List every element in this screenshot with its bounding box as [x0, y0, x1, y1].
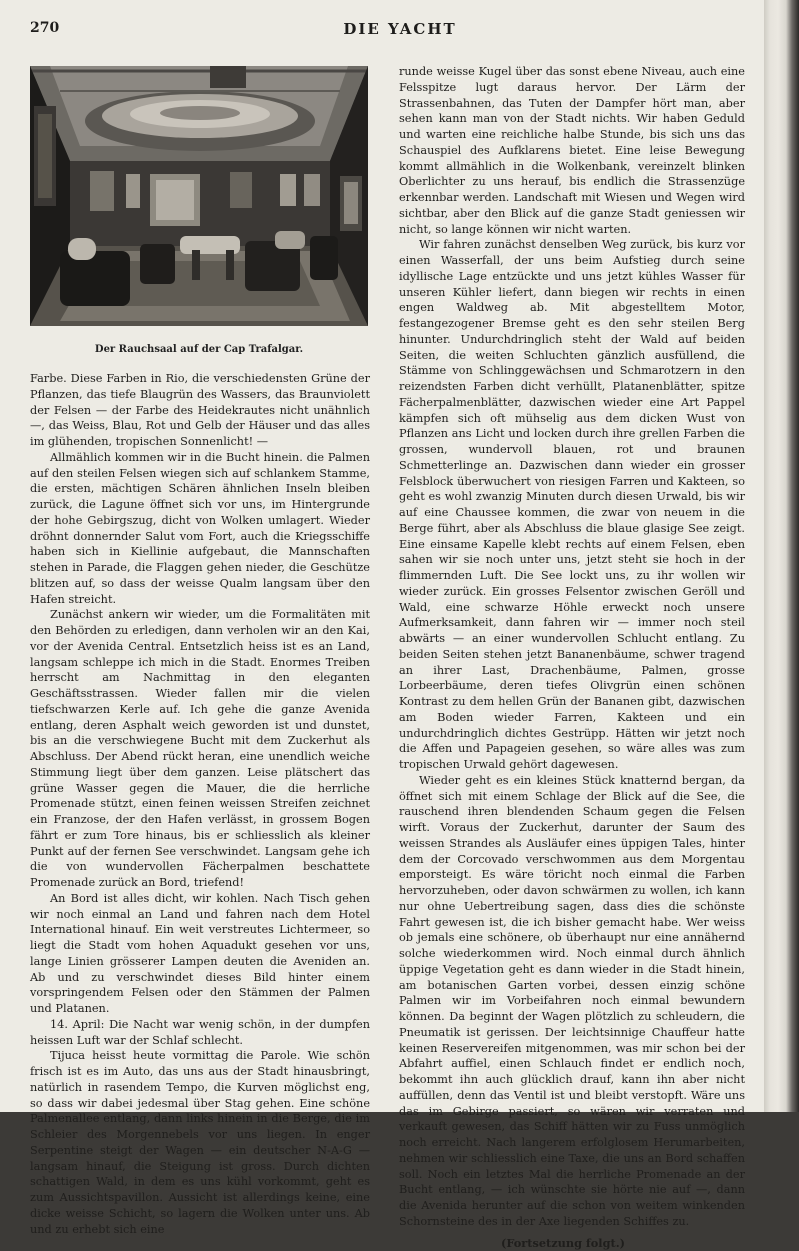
paragraph: Allmählich kommen wir in die Bucht hinein. die Palmen auf den steilen Felsen wiegen sich auf schlankem Stamme, die ersten, mächtigen Schären ähnlichen Inseln bleiben zurück, die Lagune öffnet sich vor uns, im Hintergrunde der hohe Gebirgszug, dicht von Wolken umlagert. Wieder dröhnt donnernder Salut vom Fort, auch die Kriegsschiffe haben sich in Kiellinie aufgebaut, die Mannschaften stehen in Parade, die Flaggen gehen nieder, die Geschütze blitzen auf, so dass der weisse Qualm langsam über den Hafen streicht. [30, 450, 370, 608]
figure-caption: Der Rauchsaal auf der Cap Trafalgar. [30, 344, 368, 355]
paragraph: Zunächst ankern wir wieder, um die Formalitäten mit den Behörden zu erledigen, dann verholen wir an den Kai, vor der Avenida Central. Entsetzlich heiss ist es an Land, langsam schleppe ich mich in die Stadt. Enormes Treiben herrscht am Nachmittag in den eleganten Geschäftsstrassen. Wieder fallen mir die vielen tiefschwarzen Kerle auf. Ich gehe die ganze Avenida entlang, deren Asphalt weich geworden ist und dunstet, bis an die verschwiegene Bucht mit dem Zuckerhut als Abschluss. Der Abend rückt heran, eine unendlich weiche Stimmung liegt über dem ganzen. Leise plätschert das grüne Wasser gegen die Mauer, die die herrliche Promenade stützt, einen feinen weissen Streifen zeichnet ein Franzose, der den Hafen verlässt, in grossem Bogen fährt er zum Tore hinaus, bis er schliesslich als kleiner Punkt auf der fernen See verschwindet. Langsam gehe ich die von wundervollen Fächerpalmen beschattete Promenade zurück an Bord, triefend! [30, 607, 370, 891]
page-number: 270 [30, 20, 59, 36]
paragraph: Farbe. Diese Farben in Rio, die verschiedensten Grüne der Pflanzen, das tiefe Blaugrün des Wassers, das Braunviolett der Felsen — der Farbe des Heidekrautes nicht unähnlich —, das Weiss, Blau, Rot und Gelb der Häuser und das alles im glühenden, tropischen Sonnenlicht! — [30, 371, 370, 450]
page-edge [764, 0, 799, 1112]
paragraph: Wir fahren zunächst denselben Weg zurück, bis kurz vor einen Wasserfall, der uns beim Aufstieg durch seine idyllische Lage entzückte und uns jetzt kühles Wasser für unseren Kühler liefert, dann biegen wir rechts in einen engen Waldweg ab. Mit abgestelltem Motor, festangezogener Bremse geht es den sehr steilen Berg hinunter. Undurchdringlich steht der Wald auf beiden Seiten, die weiten Schluchten gänzlich ausfüllend, die Stämme von Schlinggewächsen und Schmarotzern in den reizendsten Farben dicht verhüllt, Platanenblätter, spitze Fächerpalmenblätter, dazwischen wieder eine Art Pappel kämpfen sich oft mühselig aus dem dicken Wust von Pflanzen ans Licht und locken durch ihre grellen Farben die grossen, wundervoll blauen, rot und braunen Schmetterlinge an. Dazwischen dann wieder ein grosser Felsblock überwuchert von riesigen Farren und Kakteen, so geht es wohl zwanzig Minuten durch diesen Urwald, bis wir auf eine Chaussee kommen, die zwar von neuem in die Berge führt, aber als Abschluss die blaue glasige See zeigt. Eine einsame Kapelle klebt rechts auf einem Felsen, eben sahen wir sie noch unter uns, jetzt steht sie hoch in der flimmernden Luft. Die See lockt uns, zu ihr wollen wir wieder zurück. Ein grosses Felsentor zwischen Geröll und Wald, eine schwarze Höhle erweckt noch unsere Aufmerksamkeit, dann fahren wir — immer noch steil abwärts — an einer wundervollen Schlucht entlang. Zu beiden Seiten stehen jetzt Bananenbäume, schwer tragend an ihrer Last, Drachenbäume, Palmen, grosse Lorbeerbäume, deren tiefes Olivgrün einen schönen Kontrast zu dem hellen Grün der Bananen gibt, dazwischen am Boden wieder Farren, Kakteen und ein undurchdringlich dichtes Gestrüpp. Hätten wir jetzt noch die Affen und Papageien gesehen, so wäre alles was zum tropischen Urwald gehört dagewesen. [399, 237, 745, 773]
paragraph: runde weisse Kugel über das sonst ebene Niveau, auch eine Felsspitze lugt daraus hervor. Der Lärm der Strassenbahnen, das Tuten der Dampfer hört man, aber sehen kann man von der Stadt nichts. Wir haben Geduld und warten eine reichliche halbe Stunde, bis sich uns das Schauspiel des Aufklarens bietet. Eine leise Bewegung kommt allmählich in die Wolkenbank, vereinzelt blinken Oberlichter zu uns herauf, bis endlich die Strassenzüge erkennbar werden. Landschaft mit Wiesen und Wegen wird sichtbar, aber den Blick auf die ganze Stadt geniessen wir nicht, so lange können wir nicht warten. [399, 64, 745, 237]
smoking-room-photo [30, 66, 368, 326]
left-column [30, 371, 370, 1237]
continuation-note: (Fortsetzung folgt.) [399, 1236, 745, 1251]
paragraph: An Bord ist alles dicht, wir kohlen. Nach Tisch gehen wir noch einmal an Land und fahren nach dem Hotel International hinauf. Ein weit verstreutes Lichtermeer, so liegt die Stadt vom hohen Aquadukt gesehen vor uns, lange Linien grösserer Lampen deuten die Aveniden an. Ab und zu verschwindet dieses Bild hinter einem vorspringendem Felsen oder den Stämmen der Palmen und Platanen. [30, 891, 370, 1017]
right-column [399, 64, 745, 1251]
paragraph: 14. April: Die Nacht war wenig schön, in der dumpfen heissen Luft war der Schlaf schlecht. [30, 1017, 370, 1049]
paragraph: Tijuca heisst heute vormittag die Parole. Wie schön frisch ist es im Auto, das uns aus der Stadt hinausbringt, natürlich in rasendem Tempo, die Kurven möglichst eng, so dass wir dabei jedesmal über Stag gehen. Eine schöne Palmenallee entlang, dann links hinein in die Berge, die im Schleier des Morgennebels vor uns liegen. In enger Serpentine steigt der Wagen — ein deutscher N-A-G — langsam hinauf, die Steigung ist gross. Durch dichten schattigen Wald, in dem es uns kühl vorkommt, geht es zum Aussichtspavillon. Aussicht ist allerdings keine, eine dicke weisse Schicht, so lagern die Wolken unter uns. Ab und zu erhebt sich eine [30, 1048, 370, 1237]
paragraph: Wieder geht es ein kleines Stück knatternd bergan, da öffnet sich mit einem Schlage der Blick auf die See, die rauschend ihren blendenden Schaum gegen die Felsen wirft. Voraus der Zuckerhut, darunter der Saum des weissen Strandes als Ausläufer eines üppigen Tales, hinter dem der Corcovado verschwommen aus dem Morgentau emporsteigt. Es wäre töricht noch einmal die Farben hervorzuheben, oder davon schwärmen zu wollen, ich kann nur ohne Uebertreibung sagen, dass dies die schönste Fahrt gewesen ist, die ich bisher gemacht habe. Wer weiss ob jemals eine schönere, ob überhaupt nur eine annähernd solche wiederkommen wird. Noch einmal durch ähnlich üppige Vegetation geht es dann wieder in die Stadt hinein, am botanischen Garten vorbei, dessen einzig schöne Palmen wir im Vorbeifahren noch einmal bewundern können. Da beginnt der Wagen plötzlich zu schleudern, die Pneumatik ist gerissen. Der leichtsinnige Chauffeur hatte keinen Reservereifen mitgenommen, was mir schon bei der Abfahrt auffiel, einen Schlauch findet er endlich noch, bekommt ihn auch glücklich drauf, kann ihn aber nicht auffüllen, denn das Ventil ist und bleibt verstopft. Wäre uns das im Gebirge passiert, so wären wir verraten und verkauft gewesen, das Schiff hätten wir zu Fuss unmöglich noch erreicht. Nach langerem erfolglosem Herumarbeiten, nehmen wir schliesslich eine Taxe, die uns an Bord schaffen soll. Noch ein letztes Mal die herrliche Promenade an der Bucht entlang, — ich wünschte sie hörte nie auf —, dann die Avenida herunter auf die schon von weitem winkenden Schornsteine des in der Axe liegenden Schiffes zu. [399, 773, 745, 1230]
running-header: DIE YACHT [300, 20, 500, 38]
